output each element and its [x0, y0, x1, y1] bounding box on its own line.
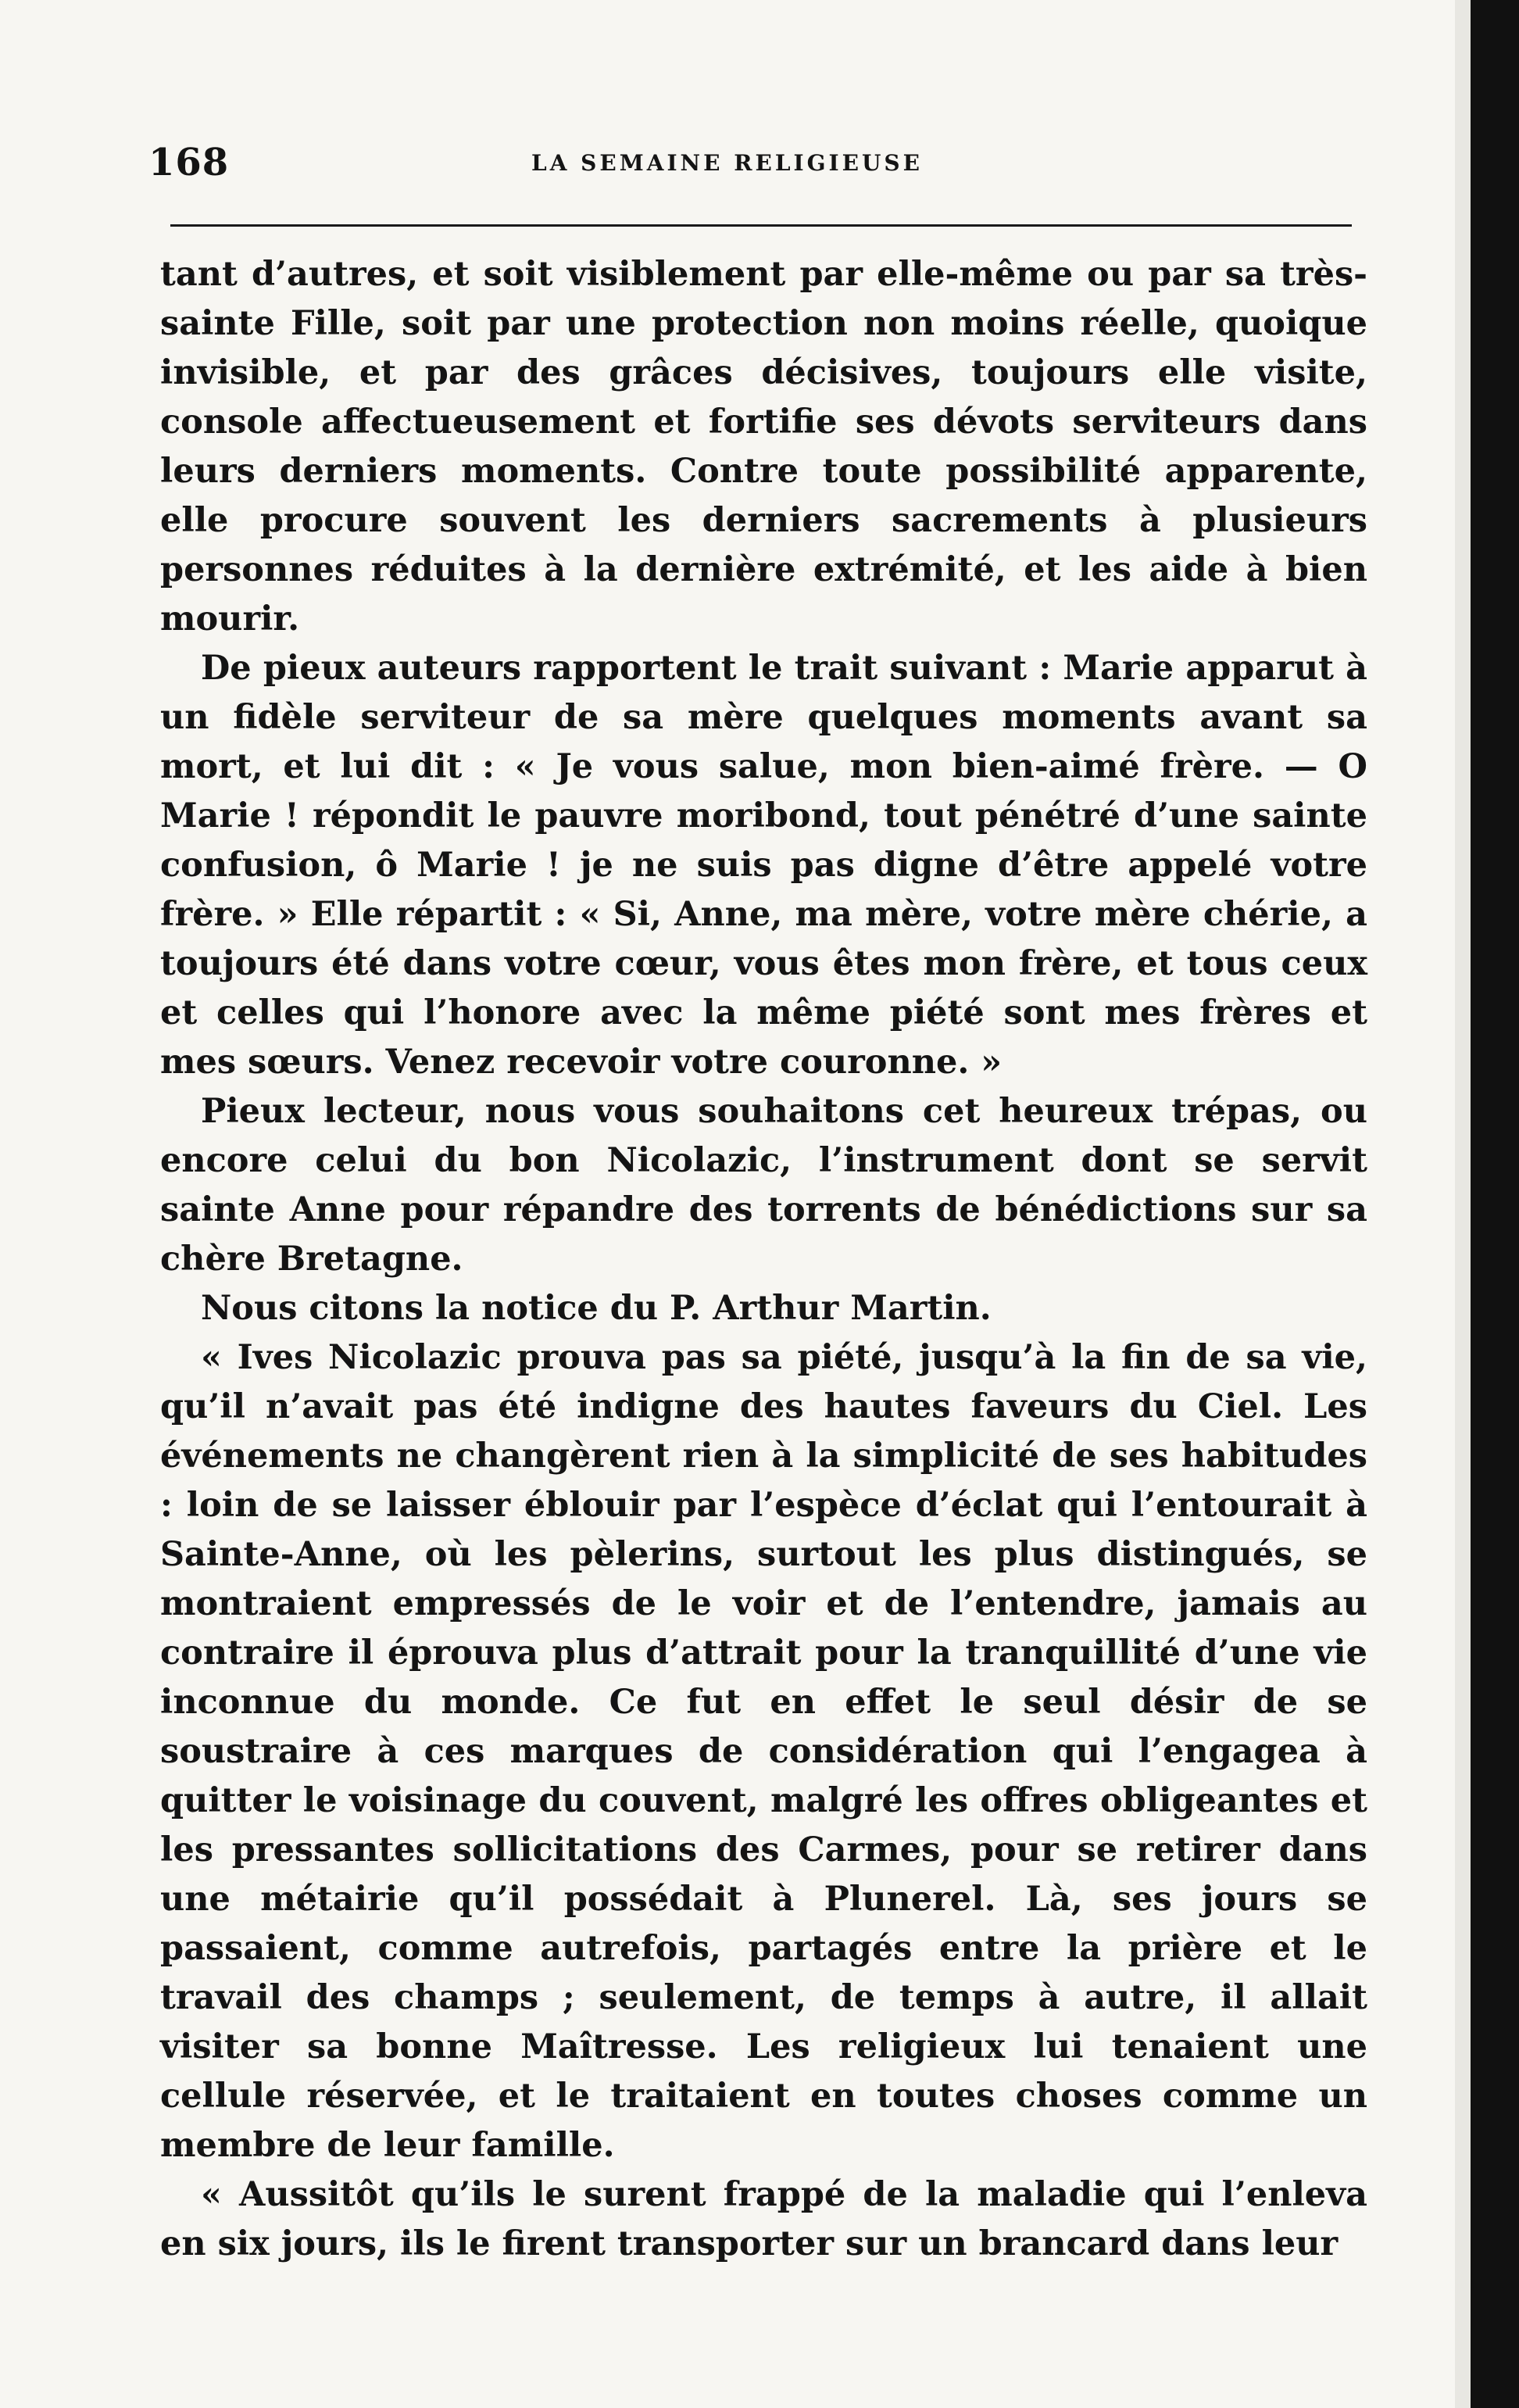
paragraph-2: De pieux auteurs rapportent le trait suivant : Marie apparut à un fidèle serviteur de sa mère quelques moments avant sa mort, et lui dit : « Je vous salue, mon bien-aimé frère. — O Marie ! répondit le pauvre moribond, tout pénétré d’une sainte confusion, ô Marie ! je ne suis pas digne d’être appelé votre frère. » Elle répartit : « Si, Anne, ma mère, votre mère chérie, a toujours été dans votre cœur, vous êtes mon frère, et tous ceux et celles qui l’honore avec la même piété sont mes frères et mes sœurs. Venez recevoir votre couronne. » — [160, 649, 1367, 1082]
page-edge-shadow — [1455, 0, 1472, 2408]
paragraph-5: « Ives Nicolazic prouva pas sa piété, jusqu’à la fin de sa vie, qu’il n’avait pas été indigne des hautes faveurs du Ciel. Les événements ne changèrent rien à la simplicité de ses habitudes : loin de se laisser éblouir par l’espèce d’éclat qui l’entourait à Sainte-Anne, où les pèlerins, surtout les plus distingués, se montraient empressés de le voir et de l’entendre, jamais au contraire il éprouva plus d’attrait pour la tranquillité d’une vie inconnue du monde. Ce fut en effet le seul désir de se soustraire à ces marques de considération qui l’engagea à quitter le voisinage du couvent, malgré les offres obligeantes et les pressantes sollicitations des Carmes, pour se retirer dans une métairie qu’il possédait à Plunerel. Là, ses jours se passaient, comme autrefois, partagés entre la prière et le travail des champs ; seulement, de temps à autre, il allait visiter sa bonne Maîtresse. Les religieux lui tenaient une cellule réservée, et le traitaient en toutes choses comme un membre de leur famille. — [160, 1338, 1367, 2165]
paragraph-6: « Aussitôt qu’ils le surent frappé de la maladie qui l’enleva en six jours, ils le firent transporter sur un brancard dans leur — [160, 2175, 1367, 2263]
header-rule — [170, 224, 1352, 227]
paragraph-1: tant d’autres, et soit visiblement par elle-même ou par sa très-sainte Fille, soit par une protection non moins réelle, quoique invisible, et par des grâces décisives, toujours elle visite, console affectueusement et fortifie ses dévots serviteurs dans leurs derniers moments. Contre toute possibilité apparente, elle procure souvent les derniers sacrements à plusieurs personnes réduites à la dernière extrémité, et les aide à bien mourir. — [160, 255, 1367, 639]
paragraph-4: Nous citons la notice du P. Arthur Martin. — [201, 1289, 992, 1328]
page-number: 168 — [148, 141, 230, 184]
paragraph-3: Pieux lecteur, nous vous souhaitons cet heureux trépas, ou encore celui du bon Nicolazic, l’instrument dont se servit sainte Anne pour répandre des torrents de bénédictions sur sa chère Bretagne. — [160, 1092, 1367, 1279]
body-text — [160, 250, 1367, 2269]
page-header — [148, 141, 1367, 195]
running-title: LA SEMAINE RELIGIEUSE — [531, 150, 923, 176]
book-binding-edge — [1471, 0, 1519, 2408]
